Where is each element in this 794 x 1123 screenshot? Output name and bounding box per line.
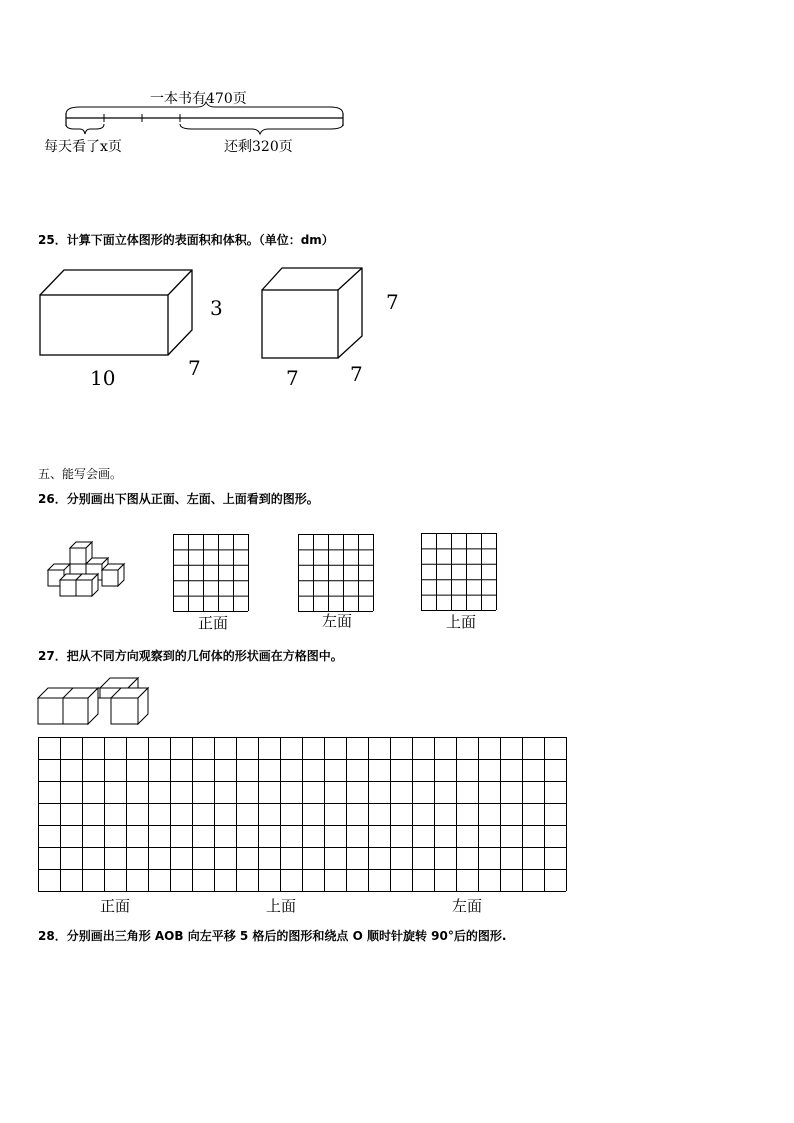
question-28: 28．分别画出三角形 AOB 向左平移 5 格后的图形和绕点 O 顺时针旋转 90°后的图形.	[38, 929, 507, 943]
q27-top-label: 上面	[266, 897, 297, 915]
cuboid-height: 3	[210, 296, 223, 320]
remaining-pages-label: 还剩320页	[224, 139, 293, 155]
question-25: 25．计算下面立体图形的表面积和体积。（单位：dm）	[38, 233, 334, 247]
cube-edge-side: 7	[386, 290, 399, 314]
question-27: 27．把从不同方向观察到的几何体的形状画在方格图中。	[38, 649, 343, 663]
daily-pages-label: 每天看了x页	[44, 139, 122, 155]
q27-left-label: 左面	[452, 897, 483, 915]
cube-edge-depth: 7	[350, 362, 363, 386]
cube-edge-front: 7	[286, 366, 299, 390]
q26-front-label: 正面	[198, 614, 229, 632]
q27-answer-grid[interactable]	[38, 737, 568, 893]
section-5-heading: 五、能写会画。	[38, 467, 123, 481]
q26-left-label: 左面	[322, 612, 353, 630]
q27-front-label: 正面	[100, 897, 131, 915]
q26-top-label: 上面	[446, 613, 477, 631]
cuboid-length: 10	[90, 366, 116, 390]
question-26: 26．分别画出下图从正面、左面、上面看到的图形。	[38, 492, 319, 506]
cuboid-width: 7	[188, 356, 201, 380]
total-pages-label: 一本书有470页	[150, 91, 247, 107]
